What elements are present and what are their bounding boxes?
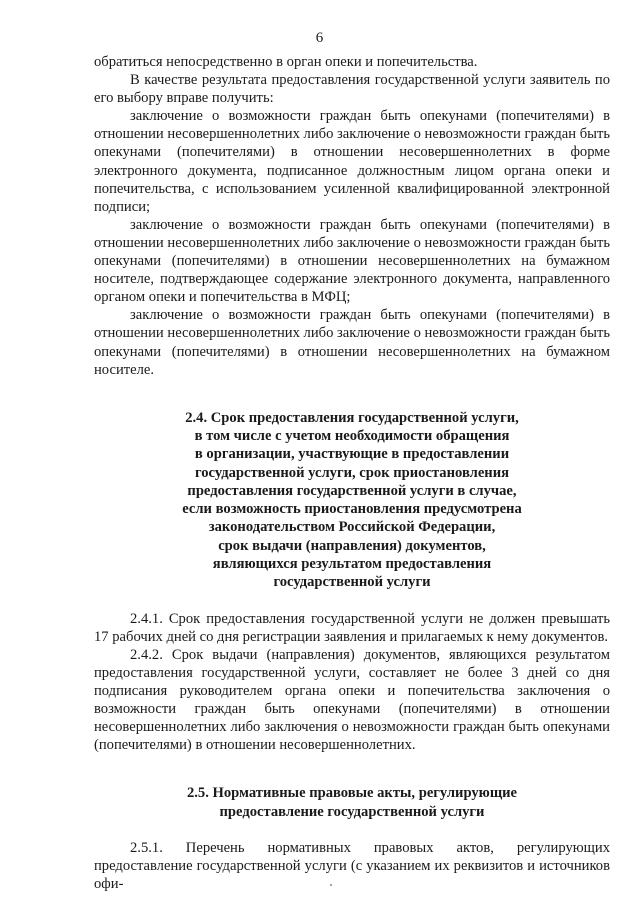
section-heading-2-4: [94, 409, 610, 592]
paragraph-2-4-1: 2.4.1. Срок предоставления государственной услуги не должен превышать 17 рабочих дней со дня регистрации заявления и прилагаемых к нему документов.: [94, 610, 610, 645]
paragraph-result-paper: заключение о возможности граждан быть опекунами (попечителями) в отношении несовершеннолетних либо заключение о невозможности граждан быть опекунами (попечителями) в отношении несовершеннолетних на бумажном носителе.: [94, 307, 610, 378]
heading-line: 2.4. Срок предоставления государственной услуги,: [185, 409, 519, 426]
paragraph-result-paper-mfc: заключение о возможности граждан быть опекунами (попечителями) в отношении несовершеннолетних либо заключение о невозможности граждан быть опекунами (попечителями) в отношении несовершеннолетних на бумажном носителе, подтверждающее содержание электронного документа, направленного органом опеки и попечительства в МФЦ;: [94, 216, 610, 306]
paragraph-result-intro: В качестве результата предоставления государственной услуги заявитель по его выбору вправе получить:: [94, 72, 610, 107]
heading-line: если возможность приостановления предусмотрена: [182, 501, 522, 518]
paragraph-result-electronic: заключение о возможности граждан быть опекунами (попечителями) в отношении несовершеннолетних либо заключение о невозможности граждан быть опекунами (попечителями) в отношении несовершеннолетних в форме электронного документа, подписанное должностным лицом органа опеки и попечительства, с использованием усиленной квалифицированной электронной подписи;: [94, 108, 610, 215]
scan-speck: [330, 884, 332, 886]
paragraph-2-5-1: 2.5.1. Перечень нормативных правовых актов, регулирующих предоставление государственной услуги (с указанием их реквизитов и источников офи-: [94, 840, 610, 893]
heading-line: государственной услуги, срок приостановления: [194, 464, 510, 481]
heading-line: являющихся результатом предоставления: [212, 556, 492, 573]
heading-line: в организации, участвующие в предоставлении: [194, 446, 510, 463]
heading-line: 2.5. Нормативные правовые акты, регулирующие: [186, 785, 518, 802]
paragraph-continuation: обратиться непосредственно в орган опеки и попечительства.: [94, 54, 478, 70]
heading-line: государственной услуги: [273, 574, 431, 591]
heading-line: предоставления государственной услуги в случае,: [187, 482, 517, 499]
paragraph-2-4-2: 2.4.2. Срок выдачи (направления) документов, являющихся результатом предоставления государственной услуги, составляет не более 3 дней со дня подписания руководителем органа опеки и попечительства заключения о возможности граждан быть опекунами (попечителями) в отношении несовершеннолетних либо заключения о невозможности граждан быть опекунами (попечителями) в отношении несовершеннолетних.: [94, 646, 610, 754]
page-number: 6: [315, 30, 324, 46]
heading-line: предоставление государственной услуги: [219, 803, 485, 820]
page-content: [94, 53, 610, 893]
section-heading-2-5: [94, 784, 610, 821]
heading-line: законодательством Российской Федерации,: [208, 519, 496, 536]
heading-line: срок выдачи (направления) документов,: [218, 537, 486, 554]
heading-line: в том числе с учетом необходимости обращения: [194, 427, 510, 444]
